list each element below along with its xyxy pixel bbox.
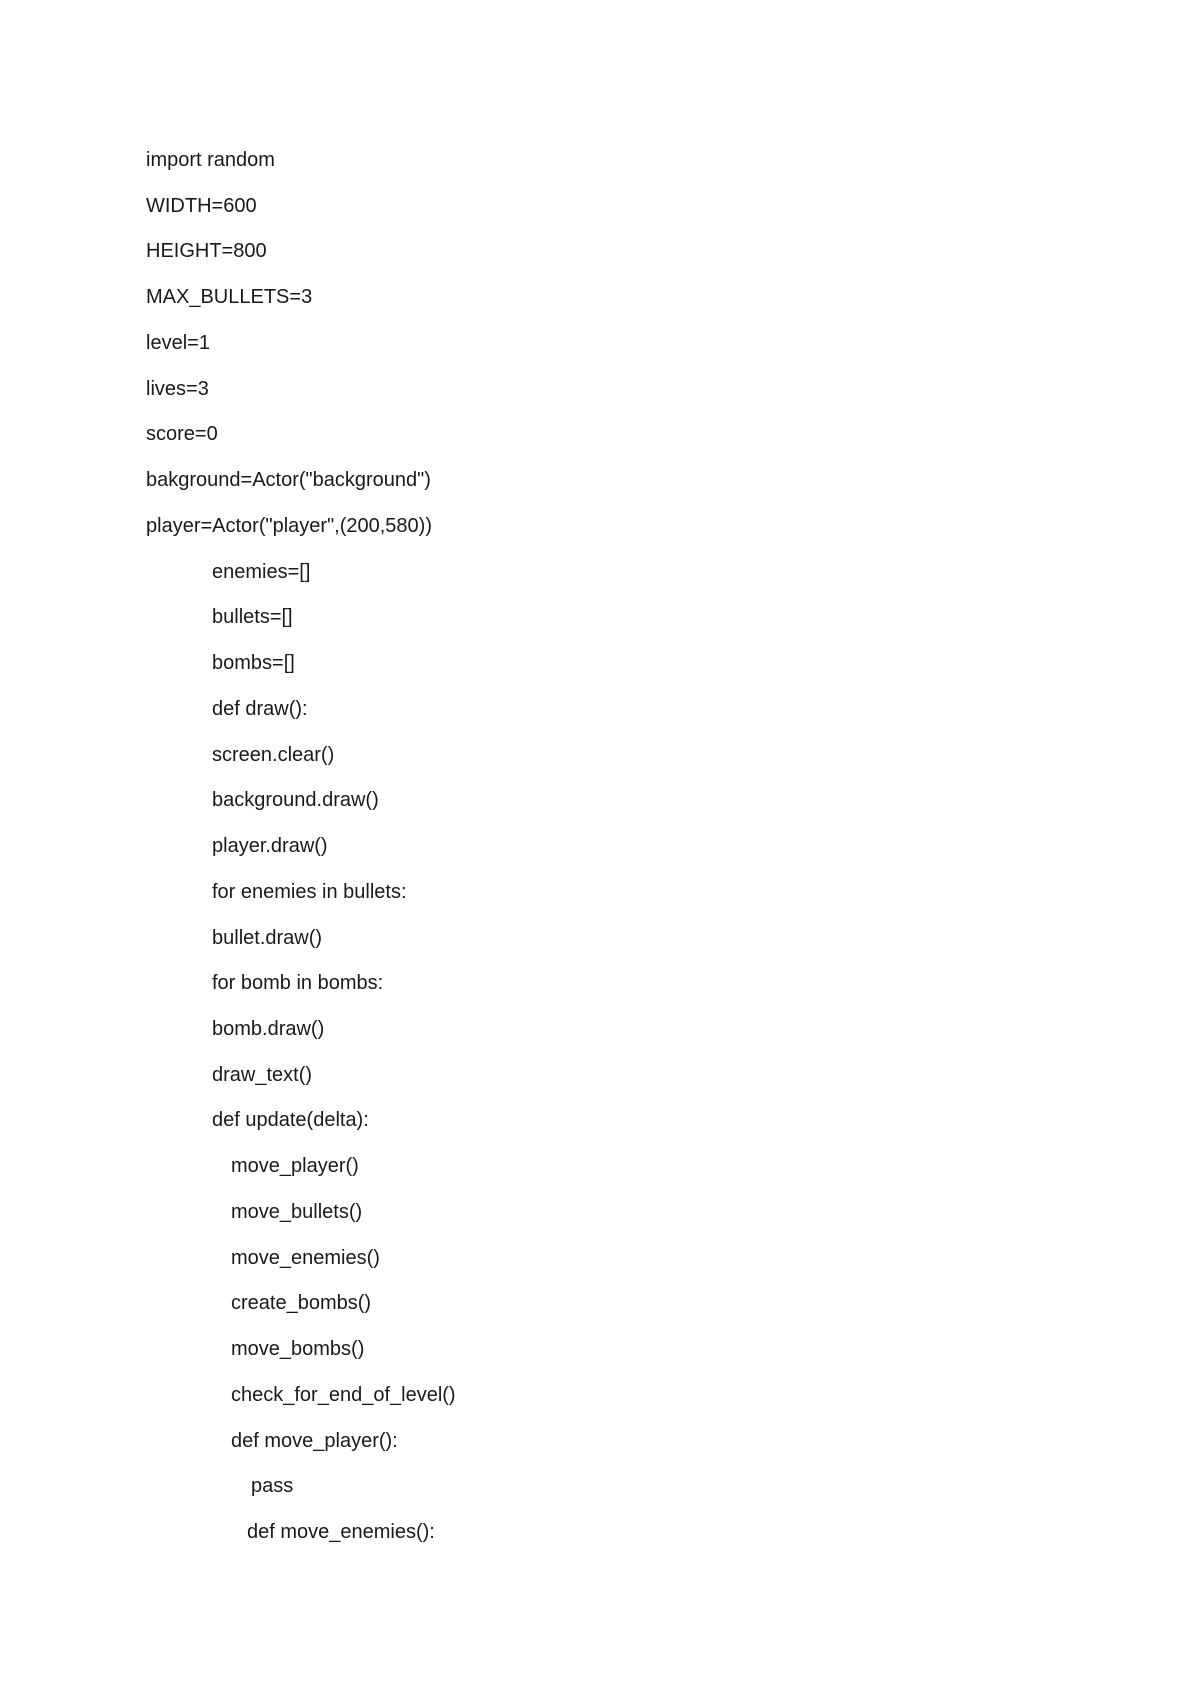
code-line: bombs=[] — [212, 652, 295, 674]
code-line: move_bombs() — [231, 1338, 365, 1360]
code-line: lives=3 — [146, 378, 209, 400]
code-line: def move_player(): — [231, 1430, 398, 1452]
code-line: move_bullets() — [231, 1201, 363, 1223]
code-line: enemies=[] — [212, 561, 311, 583]
code-line: level=1 — [146, 332, 210, 354]
code-line: bakground=Actor("background") — [146, 469, 431, 491]
code-line: bullets=[] — [212, 606, 293, 628]
code-line: bomb.draw() — [212, 1018, 325, 1040]
code-line: score=0 — [146, 423, 218, 445]
code-line: MAX_BULLETS=3 — [146, 286, 313, 308]
code-line: def draw(): — [212, 698, 308, 720]
code-line: move_player() — [231, 1155, 359, 1177]
code-line: for enemies in bullets: — [212, 881, 407, 903]
code-line: bullet.draw() — [212, 927, 323, 949]
code-line: import random — [146, 149, 275, 171]
code-line: def move_enemies(): — [247, 1521, 435, 1543]
code-line: create_bombs() — [231, 1292, 372, 1314]
code-line: player=Actor("player",(200,580)) — [146, 515, 432, 537]
code-line: screen.clear() — [212, 744, 335, 766]
code-line: HEIGHT=800 — [146, 240, 267, 262]
code-line: background.draw() — [212, 789, 379, 811]
code-line: player.draw() — [212, 835, 328, 857]
code-line: WIDTH=600 — [146, 195, 257, 217]
code-line: for bomb in bombs: — [212, 972, 384, 994]
code-line: def update(delta): — [212, 1109, 369, 1131]
code-line: check_for_end_of_level() — [231, 1384, 456, 1406]
code-line: pass — [251, 1475, 294, 1497]
code-line: draw_text() — [212, 1064, 313, 1086]
code-line: move_enemies() — [231, 1247, 380, 1269]
